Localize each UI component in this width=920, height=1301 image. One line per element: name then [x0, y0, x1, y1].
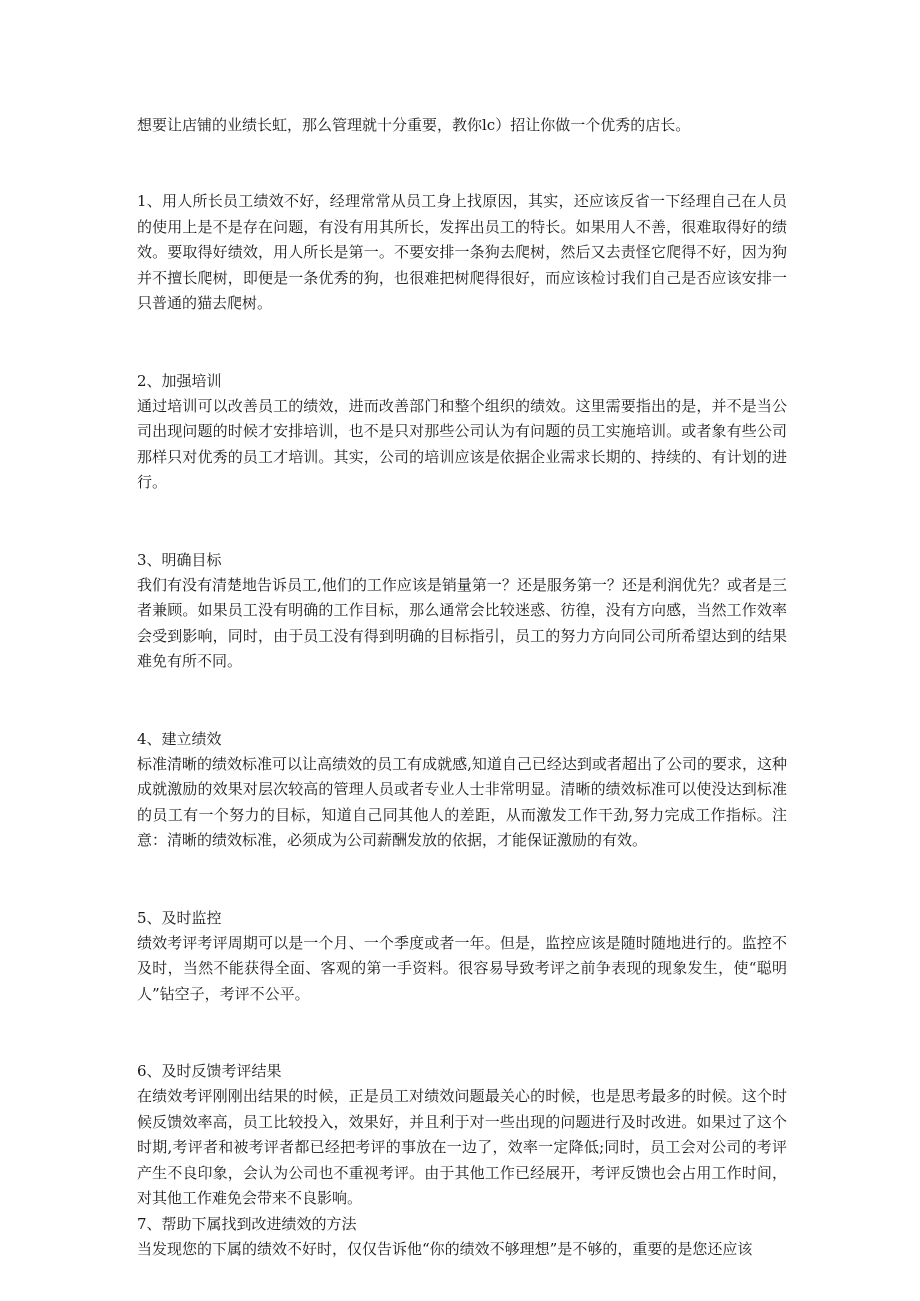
section-2-title: 2、加强培训 [137, 371, 222, 390]
section-7-body: 当发现您的下属的绩效不好时，仅仅告诉他“你的绩效不够理想”是不够的，重要的是您还应该 [137, 1239, 753, 1258]
section-6 [137, 1059, 787, 1212]
section-2 [137, 369, 787, 496]
section-5-body: 绩效考评考评周期可以是一个月、一个季度或者一年。但是，监控应该是随时随地进行的。监控不及时，当然不能获得全面、客观的第一手资料。很容易导致考评之前争表现的现象发生，使“聪明人”钻空子，考评不公平。 [137, 933, 787, 1003]
section-5 [137, 906, 787, 1008]
section-1-title: 1、用人所长 [137, 192, 224, 210]
section-3-body: 我们有没有清楚地告诉员工,他们的工作应该是销量第一？还是服务第一？还是利润优先？或者是三者兼顾。如果员工没有明确的工作目标，那么通常会比较迷惑、彷徨，没有方向感，当然工作效率会受到影响，同时，由于员工没有得到明确的目标指引，员工的努力方向同公司所希望达到的结果难免有所不同。 [137, 575, 787, 670]
section-1-paragraph [137, 189, 787, 317]
section-5-title: 5、及时监控 [137, 908, 222, 927]
section-1 [137, 189, 787, 317]
section-4 [137, 727, 787, 854]
section-4-title: 4、建立绩效 [137, 729, 222, 748]
section-3-title: 3、明确目标 [137, 550, 222, 569]
section-7 [137, 1212, 787, 1263]
section-7-title: 7、帮助下属找到改进绩效的方法 [137, 1214, 357, 1233]
document-page [137, 113, 787, 1262]
intro-paragraph: 想要让店铺的业绩长虹，那么管理就十分重要，教你lc）招让你做一个优秀的店长。 [137, 116, 691, 134]
section-2-body: 通过培训可以改善员工的绩效，进而改善部门和整个组织的绩效。这里需要指出的是，并不是当公司出现问题的时候才安排培训，也不是只对那些公司认为有问题的员工实施培训。或者象有些公司那样只对优秀的员工才培训。其实，公司的培训应该是依据企业需求长期的、持续的、有计划的进行。 [137, 396, 787, 491]
section-6-body: 在绩效考评刚刚出结果的时候，正是员工对绩效问题最关心的时候，也是思考最多的时候。这个时候反馈效率高，员工比较投入，效果好，并且利于对一些出现的问题进行及时改进。如果过了这个时期,考评者和被考评者都已经把考评的事放在一边了，效率一定降低;同时，员工会对公司的考评产生不良印象，会认为公司也不重视考评。由于其他工作已经展开，考评反馈也会占用工作时间，对其他工作难免会带来不良影响。 [137, 1087, 787, 1207]
section-4-body: 标准清晰的绩效标准可以让高绩效的员工有成就感,知道自己已经达到或者超出了公司的要求，这种成就激励的效果对层次较高的管理人员或者专业人士非常明显。清晰的绩效标准可以使没达到标准的员工有一个努力的目标，知道自己同其他人的差距，从而激发工作干劲,努力完成工作指标。注意：清晰的绩效标准，必须成为公司薪酬发放的依据，才能保证激励的有效。 [137, 754, 787, 849]
section-1-body: 员工绩效不好，经理常常从员工身上找原因，其实，还应该反省一下经理自己在人员的使用上是不是存在问题，有没有用其所长，发挥出员工的特长。如果用人不善，很难取得好的绩效。要取得好绩效，用人所长是第一。不要安排一条狗去爬树，然后又去责怪它爬得不好，因为狗并不擅长爬树，即便是一条优秀的狗，也很难把树爬得很好，而应该检讨我们自己是否应该安排一只普通的猫去爬树。 [137, 192, 787, 312]
section-6-title: 6、及时反馈考评结果 [137, 1062, 282, 1080]
section-3 [137, 548, 787, 675]
